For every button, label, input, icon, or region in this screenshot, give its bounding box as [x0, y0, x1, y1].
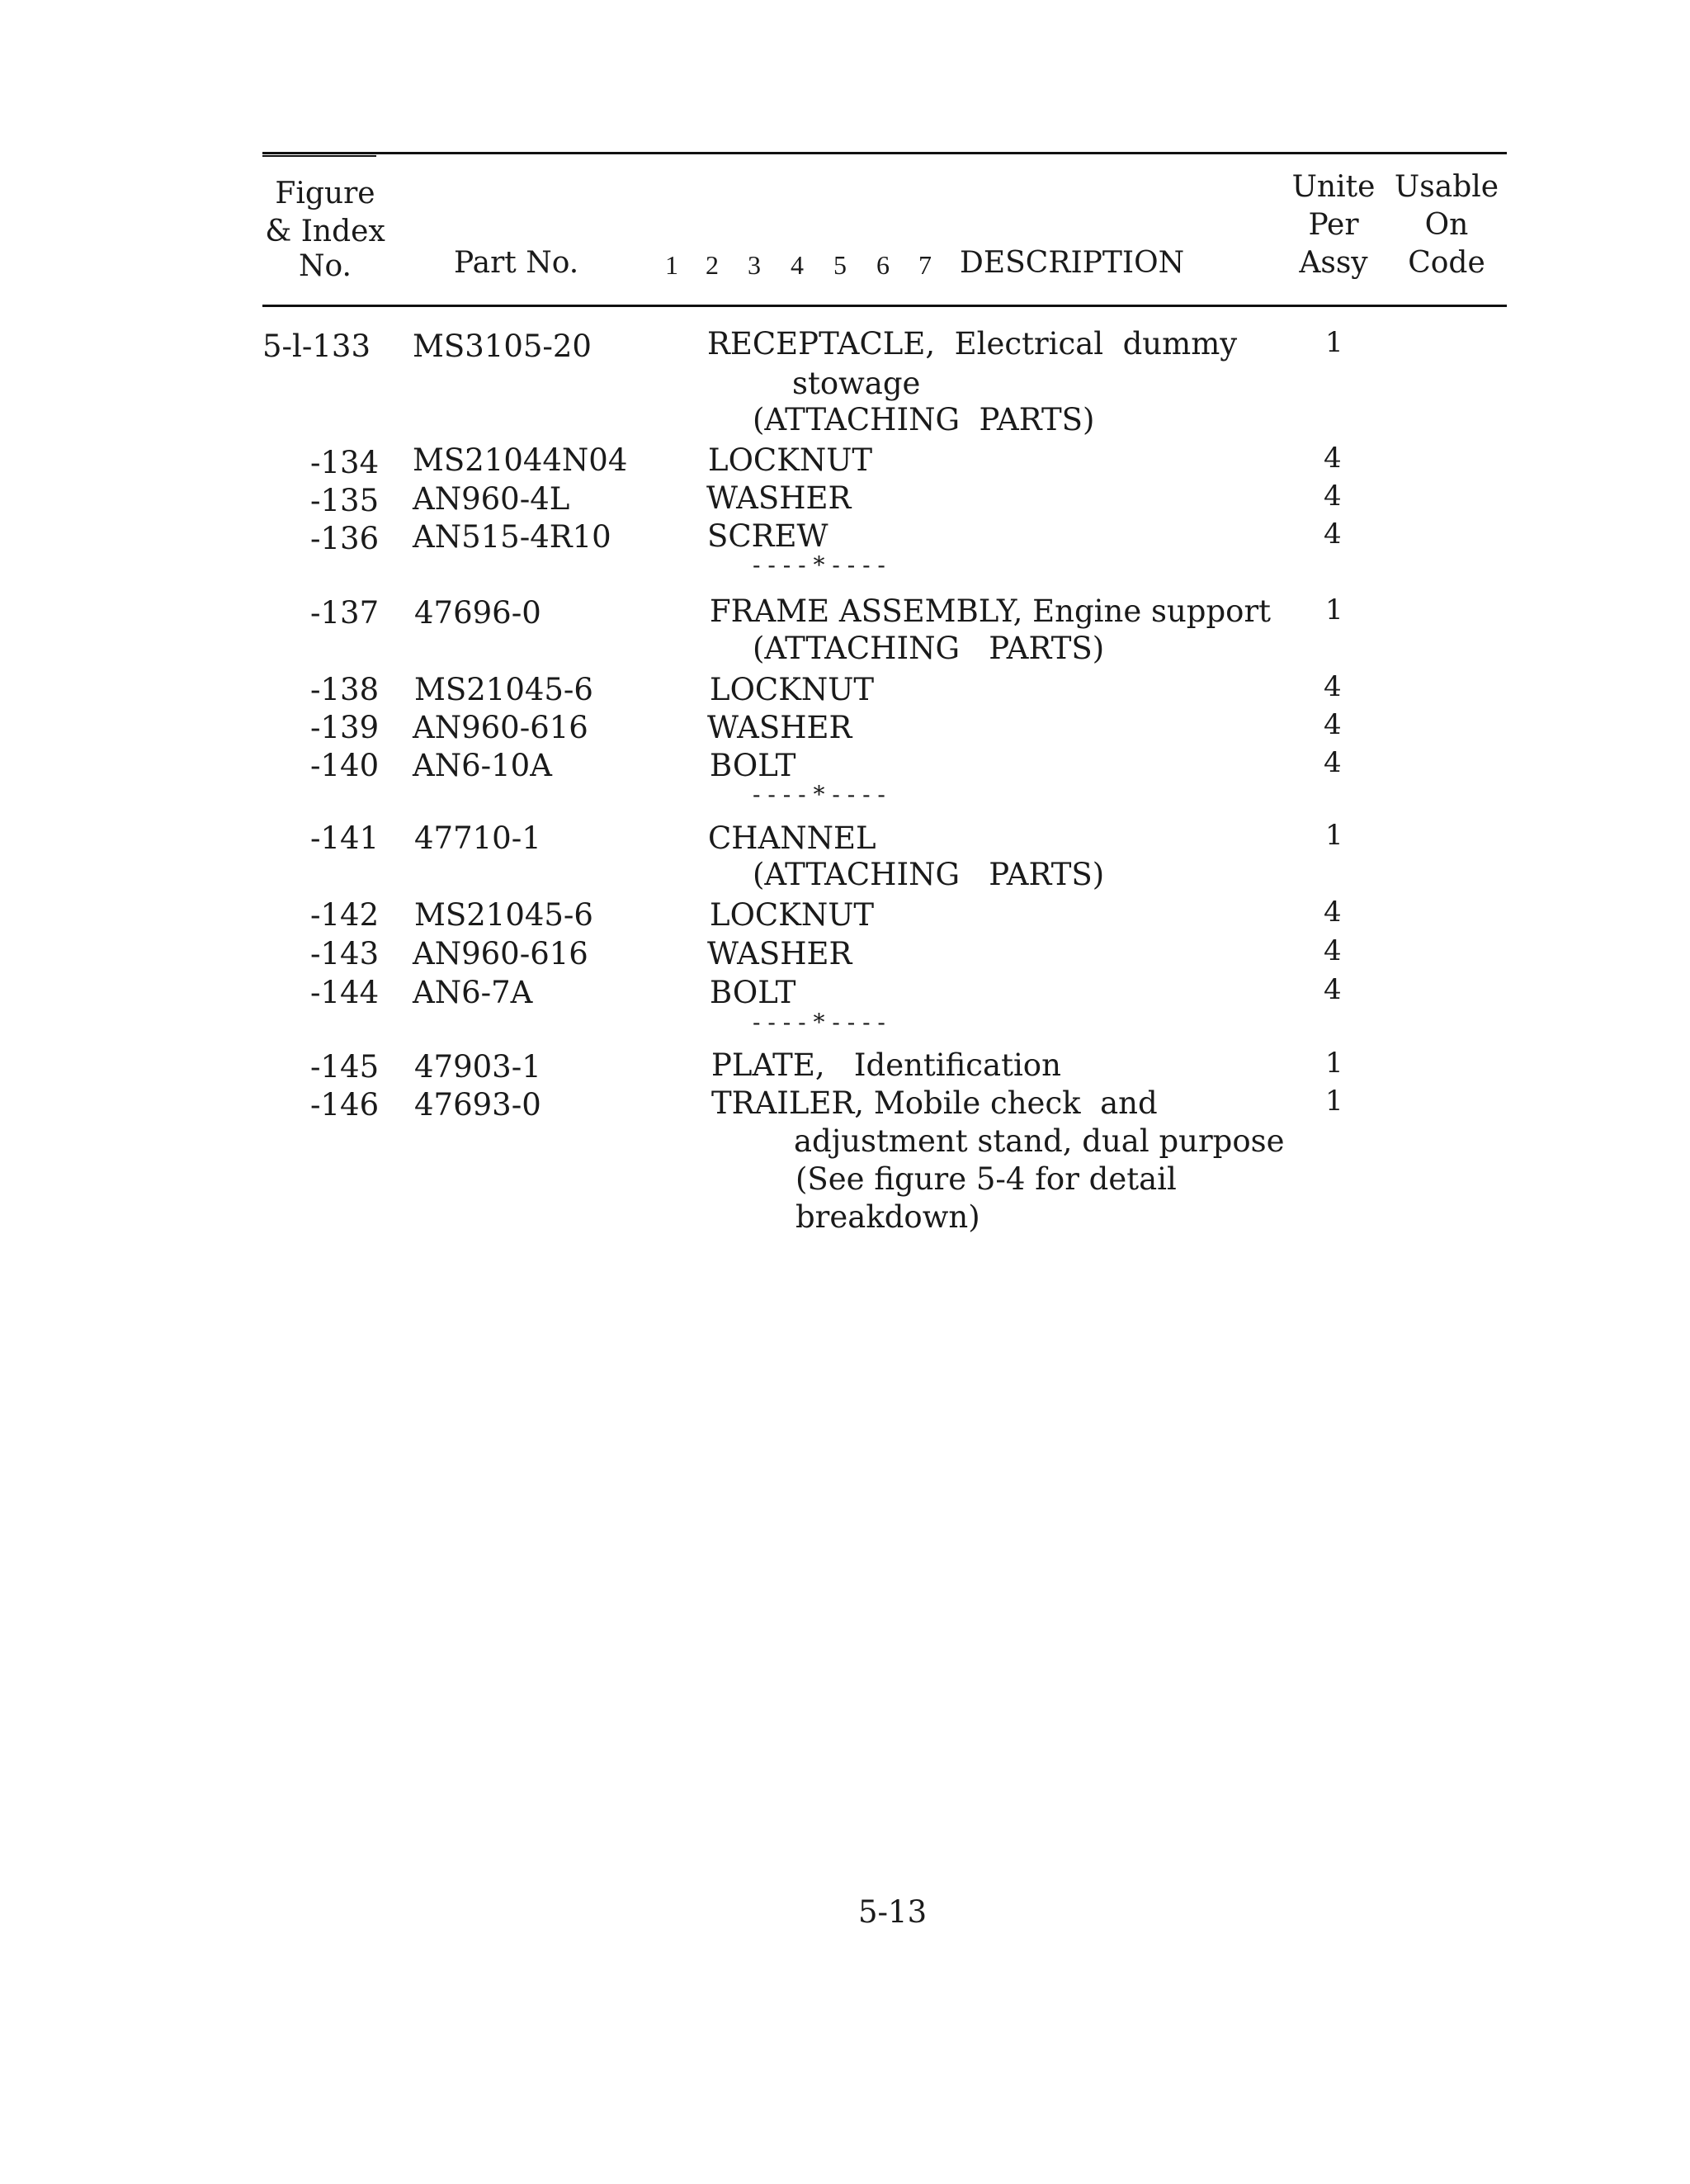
part-col-header: Part No.	[454, 246, 579, 280]
part-number: AN515-4R10	[413, 519, 611, 555]
units-col-header: Unite Per Assy	[1291, 170, 1376, 280]
part-number: MS21044N04	[413, 442, 628, 478]
description: TRAILER, Mobile check and	[711, 1085, 1158, 1121]
part-number: 47693-0	[414, 1087, 541, 1123]
part-number: 47903-1	[414, 1049, 541, 1085]
figure-index: -143	[310, 936, 380, 971]
description: LOCKNUT	[710, 897, 875, 933]
description: WASHER	[706, 480, 852, 516]
description: WASHER	[707, 710, 852, 745]
unit-quantity: 4	[1324, 746, 1342, 779]
part-number: 47710-1	[414, 820, 541, 856]
header-top-rule-short	[262, 155, 376, 157]
usable-col-header: Usable On Code	[1394, 170, 1499, 280]
figure-index: -144	[310, 975, 380, 1010]
figure-index: -145	[310, 1049, 380, 1085]
description: FRAME ASSEMBLY, Engine support	[710, 593, 1272, 629]
figure-index: -135	[310, 483, 380, 518]
part-number: MS21045-6	[414, 897, 593, 933]
part-number: 47696-0	[414, 595, 541, 631]
unit-quantity: 4	[1324, 480, 1342, 513]
description-continuation: (See figure 5-4 for detail	[795, 1161, 1177, 1197]
indent-digit: 1	[665, 250, 678, 280]
indent-digit: 5	[833, 250, 847, 280]
header-bottom-rule	[262, 305, 1507, 307]
description: LOCKNUT	[708, 442, 873, 478]
part-number: AN960-616	[413, 936, 588, 971]
description: SCREW	[707, 518, 828, 554]
unit-quantity: 4	[1324, 442, 1342, 475]
page-number: 5-13	[858, 1894, 928, 1930]
part-number: MS3105-20	[413, 329, 592, 364]
figure-col-header: Figure & Index No.	[265, 177, 385, 283]
description-continuation: stowage	[792, 366, 921, 401]
unit-quantity: 4	[1324, 973, 1342, 1006]
description: CHANNEL	[708, 820, 876, 856]
description: LOCKNUT	[710, 672, 875, 707]
unit-quantity: 1	[1325, 1047, 1343, 1080]
part-number: AN960-616	[413, 710, 588, 745]
figure-index: -136	[310, 521, 380, 556]
description: WASHER	[707, 936, 852, 971]
separator-line: - - - - * - - - -	[753, 551, 885, 579]
figure-index: -134	[310, 445, 380, 480]
unit-quantity: 1	[1325, 326, 1343, 359]
part-number: AN6-7A	[413, 975, 533, 1010]
unit-quantity: 1	[1325, 1085, 1343, 1118]
indent-digit: 2	[706, 250, 719, 280]
part-number: AN6-10A	[413, 748, 552, 783]
unit-quantity: 4	[1324, 934, 1342, 967]
figure-index: -142	[310, 897, 380, 933]
description: BOLT	[710, 975, 796, 1010]
attaching-parts-label: (ATTACHING PARTS)	[753, 402, 1095, 437]
figure-index: -138	[310, 672, 380, 707]
figure-index: -141	[310, 820, 380, 856]
indent-digit: 6	[876, 250, 890, 280]
unit-quantity: 1	[1325, 593, 1343, 626]
figure-index: -146	[310, 1087, 380, 1123]
description-continuation: breakdown)	[795, 1199, 980, 1235]
description-continuation: adjustment stand, dual purpose	[794, 1123, 1285, 1159]
description: BOLT	[710, 748, 796, 783]
unit-quantity: 4	[1324, 896, 1342, 929]
figure-index: -139	[310, 710, 380, 745]
unit-quantity: 4	[1324, 708, 1342, 741]
attaching-parts-label: (ATTACHING PARTS)	[753, 631, 1105, 666]
attaching-parts-label: (ATTACHING PARTS)	[753, 857, 1105, 892]
description: PLATE, Identification	[711, 1047, 1061, 1083]
indent-digit: 3	[748, 250, 761, 280]
indent-digit: 4	[791, 250, 804, 280]
separator-line: - - - - * - - - -	[753, 1009, 885, 1036]
unit-quantity: 4	[1324, 670, 1342, 703]
header-top-rule	[262, 152, 1507, 154]
figure-index: -140	[310, 748, 380, 783]
indent-digit: 7	[918, 250, 932, 280]
figure-index: -137	[310, 595, 380, 631]
description: RECEPTACLE, Electrical dummy	[707, 326, 1238, 362]
separator-line: - - - - * - - - -	[753, 781, 885, 808]
part-number: AN960-4L	[413, 481, 570, 517]
unit-quantity: 1	[1325, 819, 1343, 852]
unit-quantity: 4	[1324, 518, 1342, 551]
figure-index: 5-l-133	[262, 329, 371, 364]
part-number: MS21045-6	[414, 672, 593, 707]
description-col-header: DESCRIPTION	[960, 246, 1185, 280]
